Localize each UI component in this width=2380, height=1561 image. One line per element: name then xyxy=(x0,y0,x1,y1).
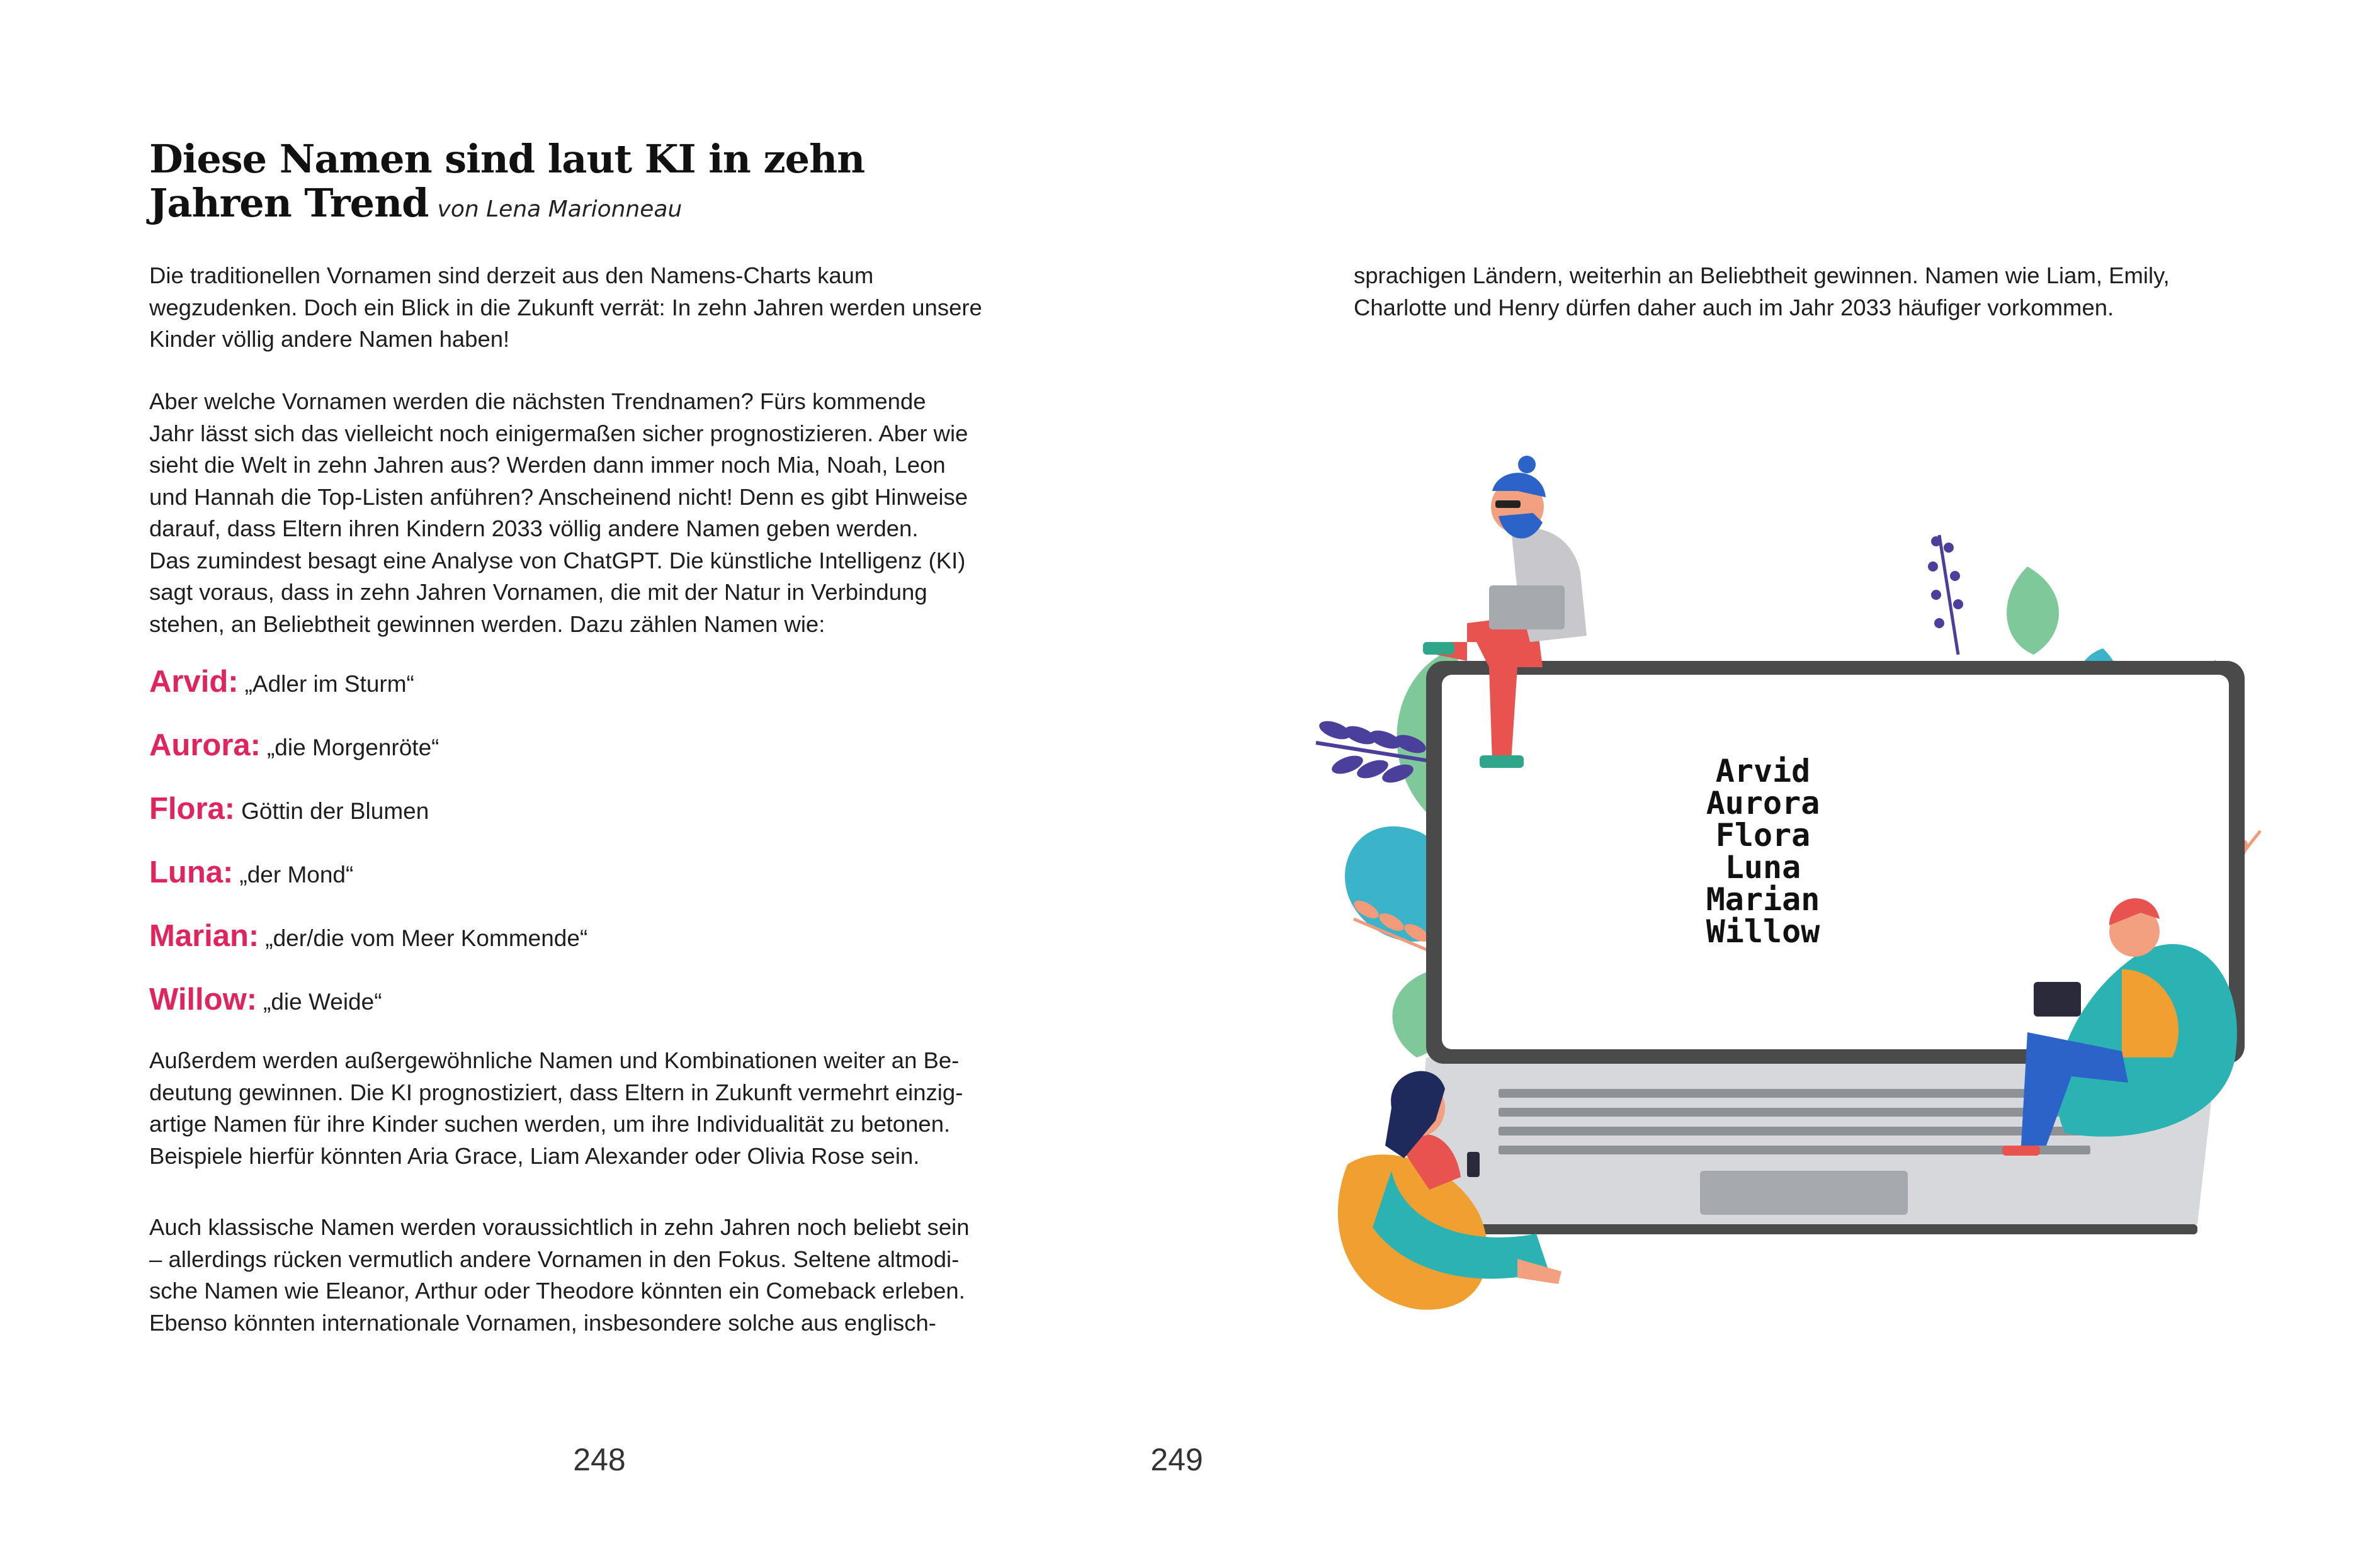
screen-name: Marian xyxy=(1706,881,1820,918)
text-line: stehen, an Beliebtheit gewinnen werden. Dazu zählen Namen wie: xyxy=(149,611,825,637)
paragraph-intro xyxy=(149,260,1062,356)
text-line: Ebenso könnten internationale Vornamen, insbesondere solche aus englisch- xyxy=(149,1309,936,1336)
text-line: Die traditionellen Vornamen sind derzeit aus den Namens-Charts kaum xyxy=(149,262,874,288)
name-label: Marian: xyxy=(149,919,259,953)
name-list xyxy=(149,661,1031,1042)
name-meaning: „Adler im Sturm“ xyxy=(244,671,414,697)
name-label: Luna: xyxy=(149,855,234,889)
text-line: Kinder völlig andere Namen haben! xyxy=(149,326,510,352)
text-line: wegzudenken. Doch ein Blick in die Zukunft verrät: In zehn Jahren werden unsere xyxy=(149,294,982,320)
name-label: Willow: xyxy=(149,983,258,1017)
text-line: Charlotte und Henry dürfen daher auch im Jahr 2033 häufiger vorkommen. xyxy=(1354,294,2114,320)
author-byline: von Lena Marionneau xyxy=(437,196,683,222)
name-entry-arvid xyxy=(149,661,1031,724)
name-meaning: „die Weide“ xyxy=(263,989,382,1015)
title-line-2-text: Jahren Trend xyxy=(149,180,429,226)
screen-name: Luna xyxy=(1725,849,1801,886)
text-line: deutung gewinnen. Die KI prognostiziert, dass Eltern in Zukunft vermehrt einzig- xyxy=(149,1079,963,1105)
name-entry-marian xyxy=(149,915,1031,979)
text-line: und Hannah die Top-Listen anführen? Anscheinend nicht! Denn es gibt Hinweise xyxy=(149,483,968,510)
text-line: Jahr lässt sich das vielleicht noch einigermaßen sicher prognostizieren. Aber wie xyxy=(149,420,968,446)
name-entry-aurora xyxy=(149,724,1031,788)
name-meaning: „der Mond“ xyxy=(239,862,354,888)
page-number-right: 249 xyxy=(1150,1442,1203,1477)
article-title xyxy=(149,137,1031,232)
name-label: Arvid: xyxy=(149,665,239,699)
text-line: Das zumindest besagt eine Analyse von ChatGPT. Die künstliche Intelligenz (KI) xyxy=(149,547,966,573)
text-line: Auch klassische Namen werden voraussichtlich in zehn Jahren noch beliebt sein xyxy=(149,1214,970,1240)
name-entry-flora xyxy=(149,788,1031,852)
name-meaning: „der/die vom Meer Kommende“ xyxy=(265,925,588,951)
text-line: sagt voraus, dass in zehn Jahren Vornamen, die mit der Natur in Verbindung xyxy=(149,579,927,605)
title-line-1: Diese Namen sind laut KI in zehn xyxy=(149,136,865,182)
text-line: darauf, dass Eltern ihren Kindern 2033 völlig andere Namen geben werden. xyxy=(149,516,919,541)
text-line: Aber welche Vornamen werden die nächsten Trendnamen? Fürs kommende xyxy=(149,388,926,414)
screen-name: Arvid xyxy=(1715,753,1811,789)
text-line: Außerdem werden außergewöhnliche Namen und Kombinationen weiter an Be- xyxy=(149,1047,960,1073)
laptop-screen-names xyxy=(1650,755,1876,948)
paragraph-combinations xyxy=(149,1045,1062,1172)
text-line: artige Namen für ihre Kinder suchen werden, um ihre Individualität zu betonen. xyxy=(149,1111,951,1137)
name-meaning: „die Morgenröte“ xyxy=(266,735,439,760)
name-label: Flora: xyxy=(149,792,235,826)
screen-name: Aurora xyxy=(1706,785,1820,821)
paragraph-classic-names xyxy=(149,1212,1062,1339)
screen-name: Willow xyxy=(1706,913,1820,950)
text-line: sche Namen wie Eleanor, Arthur oder Theodore könnten ein Comeback erleben. xyxy=(149,1278,965,1304)
text-line: – allerdings rücken vermutlich andere Vornamen in den Fokus. Seltene altmodi- xyxy=(149,1246,960,1272)
paragraph-continued xyxy=(1354,260,2267,324)
text-line: Beispiele hierfür könnten Aria Grace, Liam Alexander oder Olivia Rose sein. xyxy=(149,1142,920,1169)
title-line-2 xyxy=(149,181,1031,232)
name-entry-willow xyxy=(149,979,1031,1042)
name-label: Aurora: xyxy=(149,728,261,762)
text-line: sprachigen Ländern, weiterhin an Beliebtheit gewinnen. Namen wie Liam, Emily, xyxy=(1354,262,2170,288)
text-line: sieht die Welt in zehn Jahren aus? Werden dann immer noch Mia, Noah, Leon xyxy=(149,452,946,478)
screen-name: Flora xyxy=(1715,817,1811,854)
paragraph-analysis xyxy=(149,386,1062,640)
name-entry-luna xyxy=(149,852,1031,915)
name-meaning: Göttin der Blumen xyxy=(241,798,429,824)
page-number-left: 248 xyxy=(573,1442,626,1477)
